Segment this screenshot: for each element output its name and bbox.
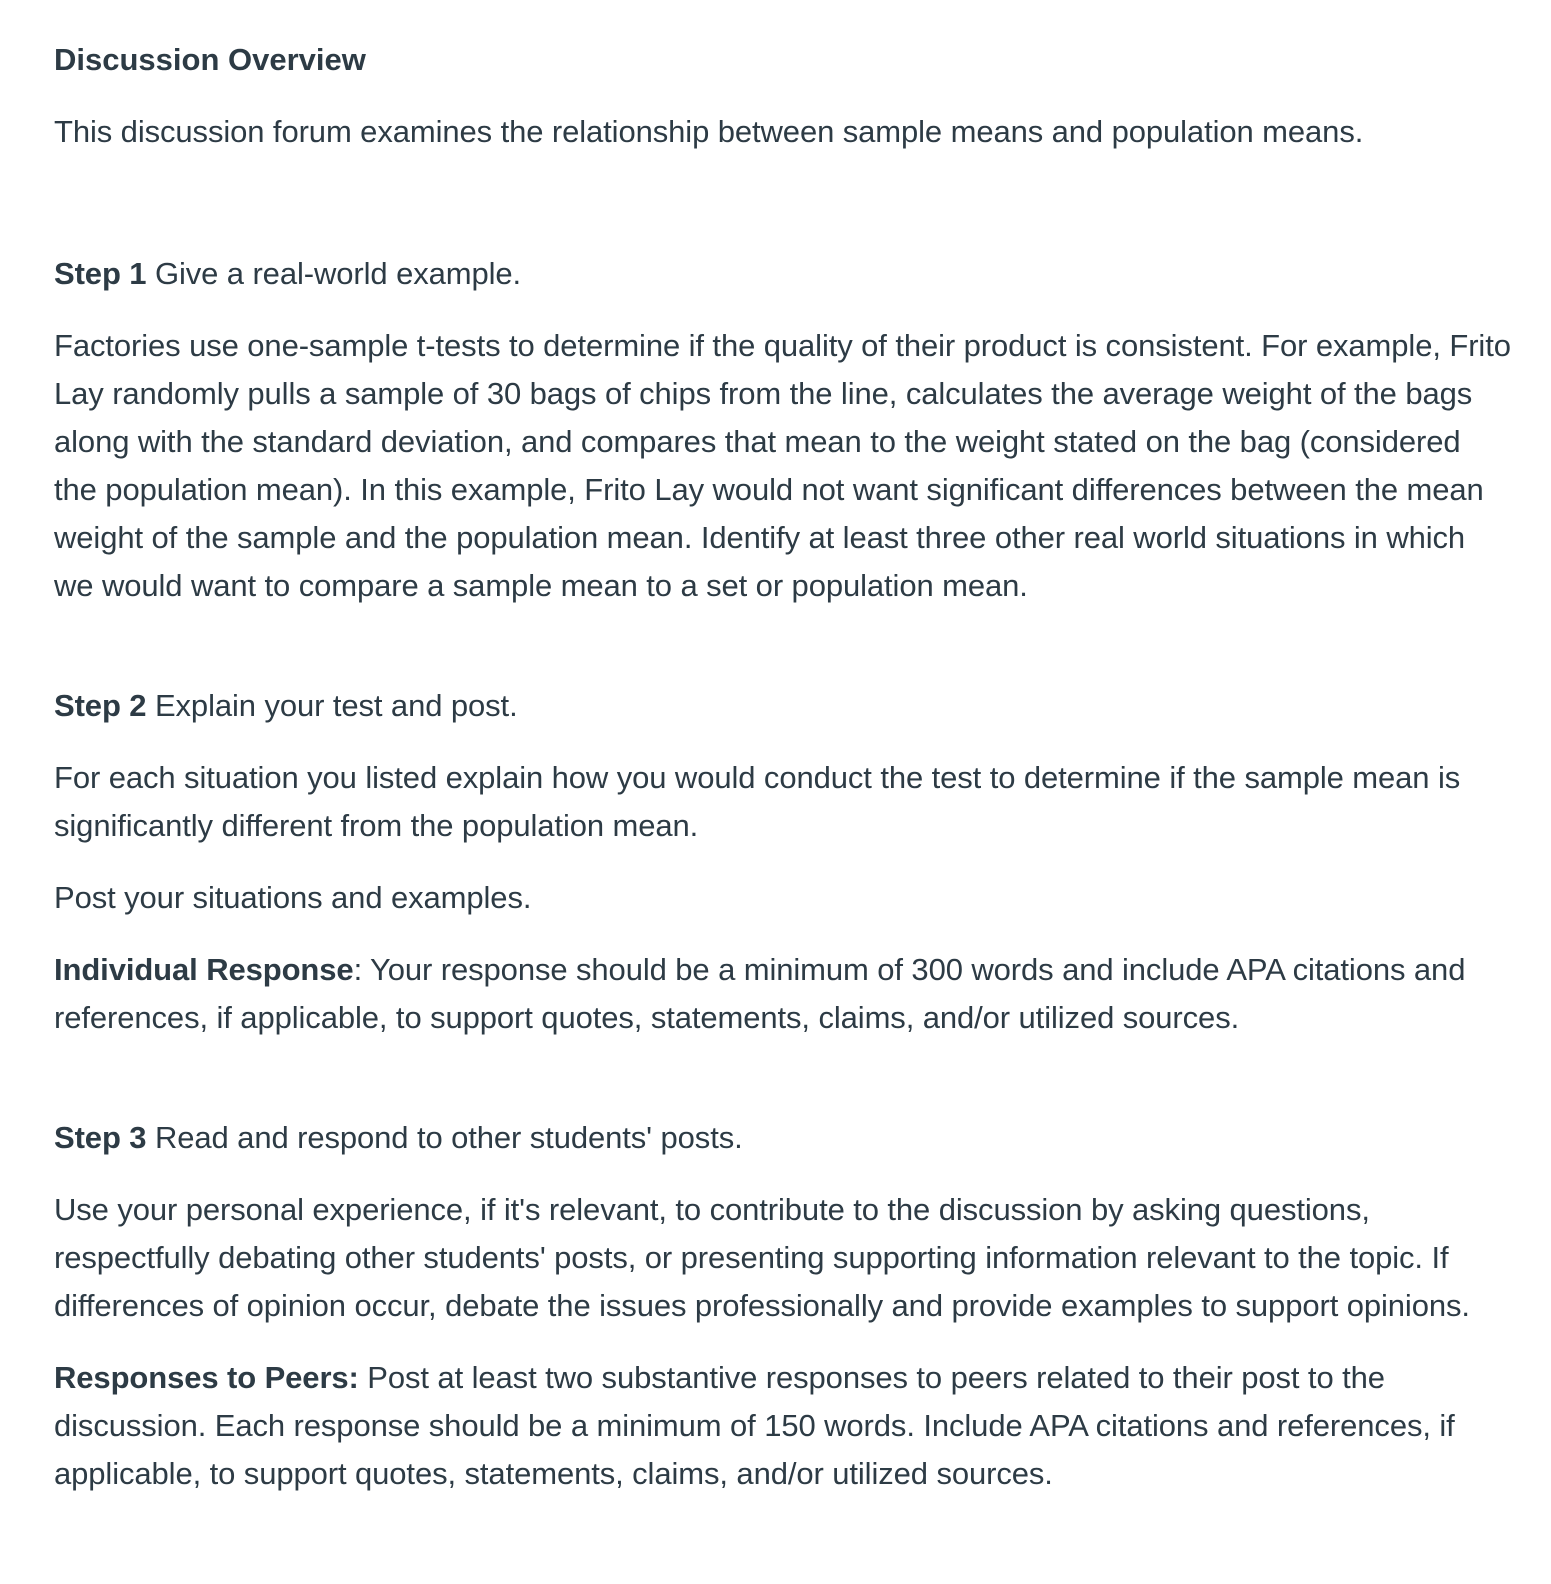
step-3-label: Step 3 [54, 1120, 147, 1155]
page-title: Discussion Overview [54, 42, 366, 77]
peer-responses-label: Responses to Peers: [54, 1360, 359, 1395]
individual-response-label: Individual Response [54, 952, 354, 987]
step-2-post-instruction: Post your situations and examples. [54, 880, 532, 915]
individual-response-requirement [54, 946, 1511, 1042]
step-3-heading-text: Read and respond to other students' posts. [154, 1120, 743, 1155]
step-3-body: Use your personal experience, if it's relevant, to contribute to the discussion by asking questions, respectfully debating other students' posts, or presenting supporting information relevant to the topic. If differences of opinion occur, debate the issues professionally and provide examples to support opinions. [54, 1192, 1470, 1323]
step-2-heading [54, 682, 1511, 730]
intro-paragraph: This discussion forum examines the relationship between sample means and population means. [54, 114, 1364, 149]
step-1-label: Step 1 [54, 256, 147, 291]
step-3-heading [54, 1114, 1511, 1162]
step-2-label: Step 2 [54, 688, 147, 723]
step-2-body: For each situation you listed explain how you would conduct the test to determine if the sample mean is significantly different from the population mean. [54, 760, 1461, 843]
individual-response-text: : Your response should be a minimum of 300 words and include APA citations and references, if applicable, to support quotes, statements, claims, and/or utilized sources. [54, 952, 1466, 1035]
step-2-heading-text: Explain your test and post. [154, 688, 518, 723]
peer-responses-requirement [54, 1354, 1511, 1498]
peer-responses-text: Post at least two substantive responses to peers related to their post to the discussion. Each response should be a minimum of 150 words. Include APA citations and references, if applicable, to support quotes, statements, claims, and/or utilized sources. [54, 1360, 1455, 1491]
step-1-body: Factories use one-sample t-tests to determine if the quality of their product is consistent. For example, Frito Lay randomly pulls a sample of 30 bags of chips from the line, calculates the average weight of the bags along with the standard deviation, and compares that mean to the weight stated on the bag (considered the population mean). In this example, Frito Lay would not want significant differences between the mean weight of the sample and the population mean. Identify at least three other real world situations in which we would want to compare a sample mean to a set or population mean. [54, 328, 1511, 603]
step-1-heading-text: Give a real-world example. [154, 256, 522, 291]
step-1-heading [54, 250, 1511, 298]
